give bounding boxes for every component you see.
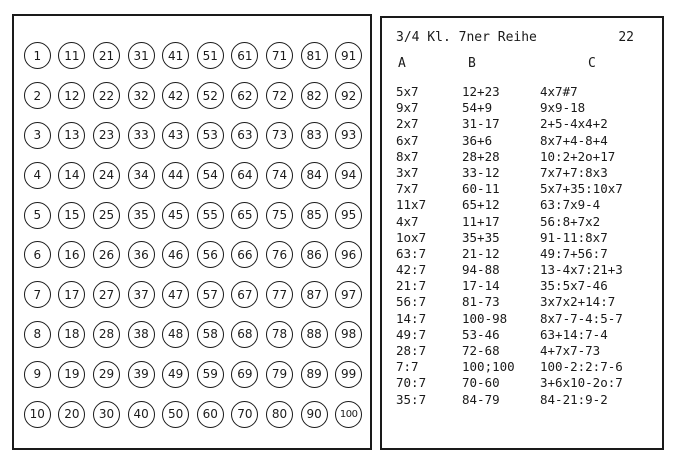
exercise-item: 63:7 [396, 245, 427, 261]
number-circle: 39 [128, 361, 155, 388]
column-heading-c: C [588, 56, 596, 71]
number-circle: 99 [335, 361, 362, 388]
number-circle: 66 [231, 241, 258, 268]
number-circle: 90 [301, 401, 328, 428]
exercise-item: 49:7 [396, 326, 427, 342]
number-circle: 19 [58, 361, 85, 388]
number-circle: 80 [266, 401, 293, 428]
exercise-item: 1ox7 [396, 229, 427, 245]
number-circle: 59 [197, 361, 224, 388]
number-circle: 27 [93, 281, 120, 308]
number-circle: 76 [266, 241, 293, 268]
number-circle: 75 [266, 202, 293, 229]
number-circle: 1 [24, 42, 51, 69]
number-circle: 42 [162, 82, 189, 109]
number-circle: 56 [197, 241, 224, 268]
exercise-item: 65+12 [462, 197, 500, 213]
exercise-item: 100-2:2:7-6 [540, 359, 623, 375]
exercise-item: 11x7 [396, 197, 427, 213]
exercise-item: 54+9 [462, 100, 493, 116]
number-circle: 69 [231, 361, 258, 388]
number-circle: 77 [266, 281, 293, 308]
exercise-item: 35+35 [462, 229, 500, 245]
number-circle: 88 [301, 321, 328, 348]
number-circle: 44 [162, 162, 189, 189]
number-circle: 26 [93, 241, 120, 268]
exercise-item: 56:7 [396, 294, 427, 310]
number-circle: 68 [231, 321, 258, 348]
hundred-chart-grid [20, 36, 366, 434]
exercise-item: 7:7 [396, 359, 419, 375]
number-circle: 5 [24, 202, 51, 229]
number-circle: 91 [335, 42, 362, 69]
exercise-item: 36+6 [462, 132, 493, 148]
number-circle: 57 [197, 281, 224, 308]
number-circle: 49 [162, 361, 189, 388]
number-circle: 78 [266, 321, 293, 348]
number-circle: 81 [301, 42, 328, 69]
exercise-item: 13-4x7:21+3 [540, 262, 623, 278]
exercise-item: 12+23 [462, 84, 500, 99]
exercise-item: 10:2+2o+17 [540, 148, 616, 164]
exercise-item: 14:7 [396, 310, 427, 326]
number-circle: 48 [162, 321, 189, 348]
exercise-item: 8x7-7-4:5-7 [540, 310, 623, 326]
exercise-item: 100;100 [462, 359, 515, 375]
number-circle: 86 [301, 241, 328, 268]
number-circle: 25 [93, 202, 120, 229]
number-circle: 45 [162, 202, 189, 229]
number-circle: 73 [266, 122, 293, 149]
exercise-item: 28:7 [396, 343, 427, 358]
number-circle: 58 [197, 321, 224, 348]
number-circle: 13 [58, 122, 85, 149]
number-circle: 17 [58, 281, 85, 308]
number-circle: 30 [93, 401, 120, 428]
exercise-item: 4+7x7-73 [540, 343, 601, 358]
number-circle: 28 [93, 321, 120, 348]
number-circle: 89 [301, 361, 328, 388]
exercise-item: 60-11 [462, 181, 500, 197]
exercise-item: 9x9-18 [540, 100, 586, 116]
number-circle: 54 [197, 162, 224, 189]
number-circle: 64 [231, 162, 258, 189]
number-circle: 43 [162, 122, 189, 149]
exercise-item: 63:7x9-4 [540, 197, 601, 213]
exercise-item: 4x7#7 [540, 84, 578, 99]
number-circle: 100 [335, 401, 362, 428]
exercise-item: 8x7+4-8+4 [540, 132, 608, 148]
exercise-item: 63+14:7-4 [540, 326, 608, 342]
exercise-item: 4x7 [396, 213, 419, 229]
worksheet-panel [380, 16, 664, 450]
number-circle: 51 [197, 42, 224, 69]
exercise-item: 72-68 [462, 343, 500, 358]
number-circle: 95 [335, 202, 362, 229]
number-circle: 16 [58, 241, 85, 268]
column-heading-a: A [398, 56, 406, 71]
exercise-item: 2x7 [396, 116, 419, 132]
number-circle: 11 [58, 42, 85, 69]
exercise-item: 33-12 [462, 164, 500, 180]
worksheet-number: 22 [618, 30, 634, 45]
hundred-chart-panel [12, 14, 372, 450]
number-circle: 15 [58, 202, 85, 229]
exercise-item: 5x7+35:10x7 [540, 181, 623, 197]
number-circle: 74 [266, 162, 293, 189]
exercise-item: 49:7+56:7 [540, 245, 608, 261]
column-heading-b: B [468, 56, 476, 71]
exercise-item: 53-46 [462, 326, 500, 342]
number-circle: 79 [266, 361, 293, 388]
exercise-item: 5x7 [396, 84, 419, 99]
number-circle: 55 [197, 202, 224, 229]
exercise-item: 7x7 [396, 181, 419, 197]
exercise-item: 11+17 [462, 213, 500, 229]
exercise-item: 84-79 [462, 391, 500, 407]
number-circle: 18 [58, 321, 85, 348]
number-circle: 92 [335, 82, 362, 109]
number-circle: 6 [24, 241, 51, 268]
number-circle: 87 [301, 281, 328, 308]
exercise-item: 21-12 [462, 245, 500, 261]
number-circle: 82 [301, 82, 328, 109]
number-circle: 97 [335, 281, 362, 308]
number-circle: 34 [128, 162, 155, 189]
number-circle: 72 [266, 82, 293, 109]
exercise-item: 3x7 [396, 164, 419, 180]
exercise-item: 21:7 [396, 278, 427, 294]
number-circle: 12 [58, 82, 85, 109]
number-circle: 33 [128, 122, 155, 149]
exercise-item: 81-73 [462, 294, 500, 310]
number-circle: 3 [24, 122, 51, 149]
number-circle: 85 [301, 202, 328, 229]
number-circle: 22 [93, 82, 120, 109]
number-circle: 14 [58, 162, 85, 189]
exercise-item: 3+6x10-2o:7 [540, 375, 623, 391]
number-circle: 10 [24, 401, 51, 428]
number-circle: 67 [231, 281, 258, 308]
number-circle: 98 [335, 321, 362, 348]
exercise-item: 3x7x2+14:7 [540, 294, 616, 310]
exercise-item: 2+5-4x4+2 [540, 116, 608, 132]
exercise-item: 9x7 [396, 100, 419, 116]
number-circle: 35 [128, 202, 155, 229]
number-circle: 61 [231, 42, 258, 69]
number-circle: 53 [197, 122, 224, 149]
exercise-item: 56:8+7x2 [540, 213, 601, 229]
number-circle: 84 [301, 162, 328, 189]
number-circle: 52 [197, 82, 224, 109]
number-circle: 60 [197, 401, 224, 428]
exercise-item: 6x7 [396, 132, 419, 148]
number-circle: 36 [128, 241, 155, 268]
number-circle: 2 [24, 82, 51, 109]
number-circle: 96 [335, 241, 362, 268]
number-circle: 24 [93, 162, 120, 189]
number-circle: 70 [231, 401, 258, 428]
number-circle: 21 [93, 42, 120, 69]
column-c-items [540, 84, 623, 408]
number-circle: 29 [93, 361, 120, 388]
number-circle: 9 [24, 361, 51, 388]
exercise-item: 31-17 [462, 116, 500, 132]
exercise-item: 8x7 [396, 148, 419, 164]
number-circle: 62 [231, 82, 258, 109]
number-circle: 41 [162, 42, 189, 69]
number-circle: 65 [231, 202, 258, 229]
number-circle: 8 [24, 321, 51, 348]
column-b-items [462, 84, 515, 408]
exercise-item: 28+28 [462, 148, 500, 164]
number-circle: 63 [231, 122, 258, 149]
number-circle: 40 [128, 401, 155, 428]
number-circle: 31 [128, 42, 155, 69]
exercise-item: 35:7 [396, 391, 427, 407]
number-circle: 7 [24, 281, 51, 308]
number-circle: 47 [162, 281, 189, 308]
exercise-item: 70:7 [396, 375, 427, 391]
number-circle: 23 [93, 122, 120, 149]
number-circle: 32 [128, 82, 155, 109]
number-circle: 71 [266, 42, 293, 69]
exercise-item: 84-21:9-2 [540, 391, 608, 407]
exercise-item: 91-11:8x7 [540, 229, 608, 245]
number-circle: 93 [335, 122, 362, 149]
exercise-item: 17-14 [462, 278, 500, 294]
exercise-item: 7x7+7:8x3 [540, 164, 608, 180]
exercise-item: 35:5x7-46 [540, 278, 608, 294]
column-a-items [396, 84, 426, 408]
worksheet-title: 3/4 Kl. 7ner Reihe [396, 30, 537, 45]
exercise-item: 70-60 [462, 375, 500, 391]
exercise-item: 42:7 [396, 262, 427, 278]
number-circle: 37 [128, 281, 155, 308]
exercise-item: 100-98 [462, 310, 508, 326]
number-circle: 50 [162, 401, 189, 428]
number-circle: 83 [301, 122, 328, 149]
number-circle: 38 [128, 321, 155, 348]
number-circle: 94 [335, 162, 362, 189]
number-circle: 20 [58, 401, 85, 428]
exercise-item: 94-88 [462, 262, 500, 278]
number-circle: 4 [24, 162, 51, 189]
number-circle: 46 [162, 241, 189, 268]
